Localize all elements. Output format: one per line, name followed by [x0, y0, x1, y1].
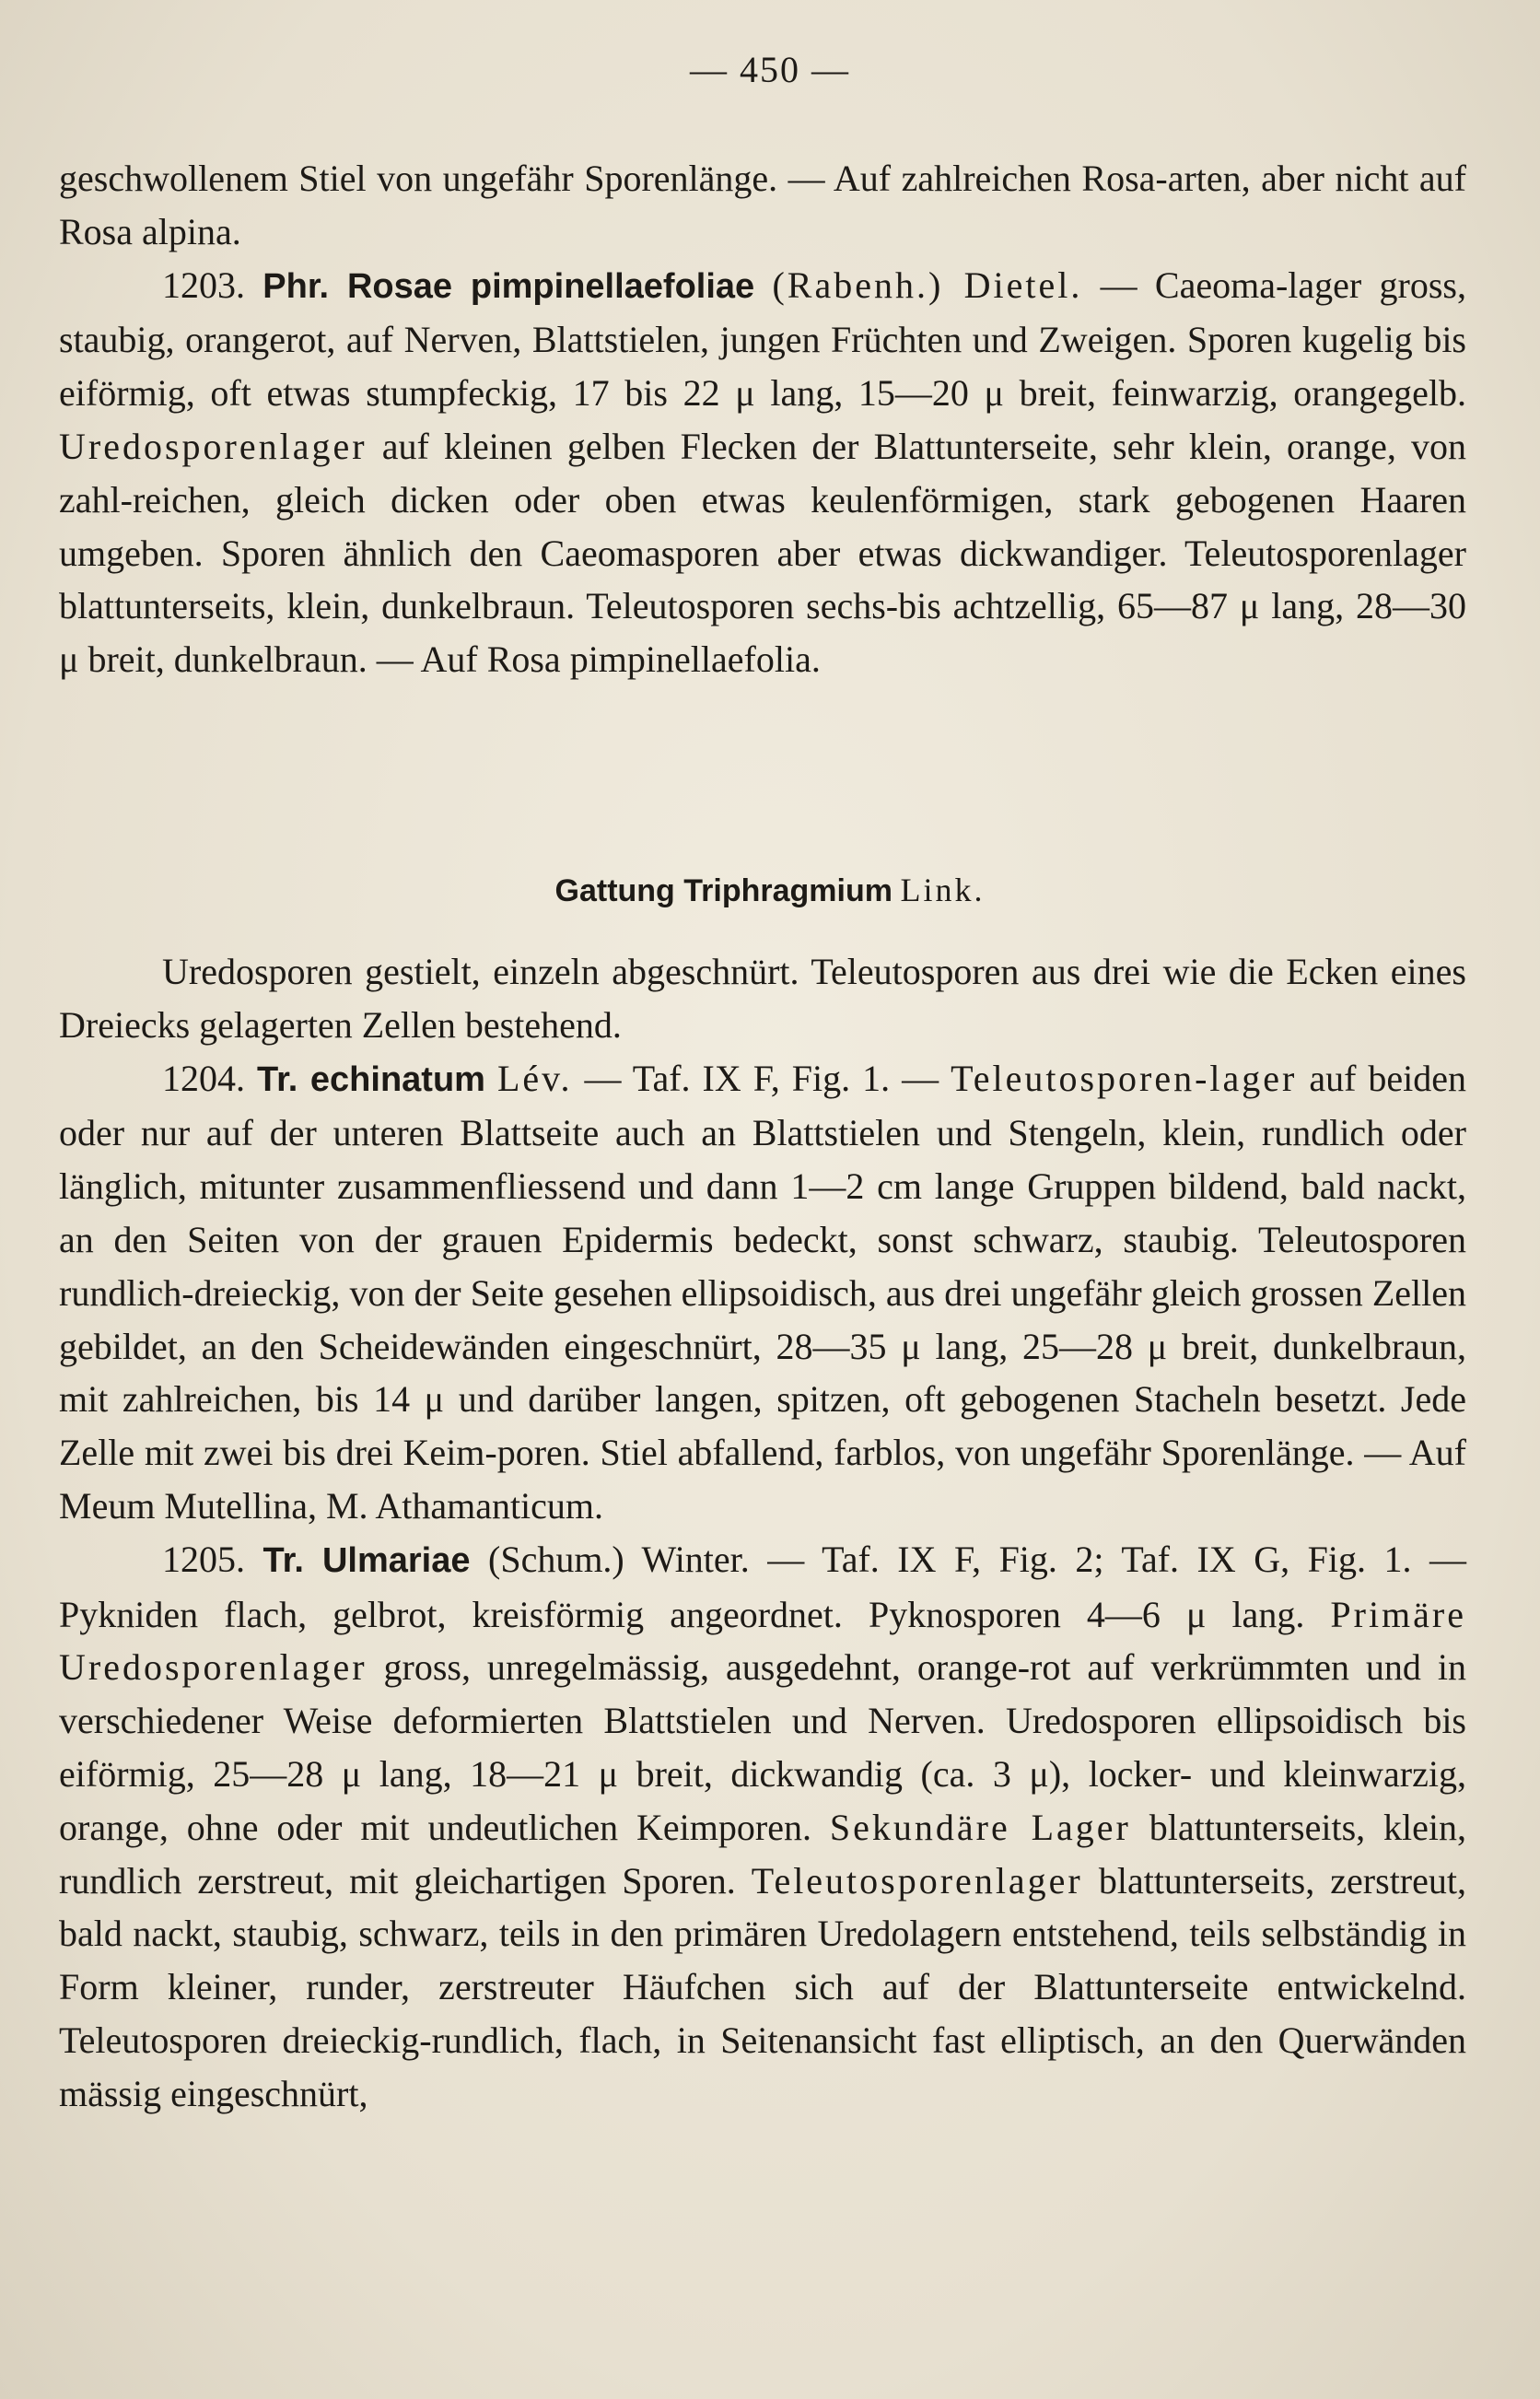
- spaced-term: Sekundäre Lager: [829, 1806, 1131, 1848]
- entry-number: 1203.: [162, 263, 245, 306]
- spaced-term: Teleutosporenlager: [751, 1859, 1083, 1902]
- entry-text: — Taf. IX F, Fig. 2; Taf. IX G, Fig. 1. — Pykniden flach, gelbrot, kreisförmig angeordnet. Pyknosporen 4—6 μ lang.: [59, 1538, 1467, 1635]
- spaced-term: Teleutosporen-lager: [951, 1057, 1298, 1099]
- entry-1203: [59, 259, 1466, 686]
- entry-text: gross, unregelmässig, ausgedehnt, orange-rot auf verkrümmten und in verschiedener Weise deformierten Blattstielen und Nerven. Uredosporen ellipsoidisch bis eiförmig, 25—28 μ lang, 18—21 μ breit, dickwandig (ca. 3 μ), locker- und kleinwarzig, orange, ohne oder mit undeutlichen Keimporen.: [59, 1646, 1466, 1848]
- spaced-term: Uredosporenlager: [59, 425, 368, 467]
- species-author: (Rabenh.) Dietel.: [772, 263, 1083, 306]
- species-name: Tr. Ulmariae: [262, 1540, 471, 1580]
- genus-name: Gattung Triphragmium: [554, 873, 892, 908]
- genus-author: Link.: [900, 872, 986, 908]
- continuation-paragraph: geschwollenem Stiel von ungefähr Sporenlänge. — Auf zahlreichen Rosa-arten, aber nicht auf Rosa alpina.: [59, 158, 1466, 252]
- entry-text: blattunterseits, zerstreut, bald nackt, staubig, schwarz, teils in den primären Uredolagern entstehend, teils selbständig in Form kleiner, runder, zerstreuter Häufchen sich auf der Blattunterseite entwickelnd. Teleutosporen dreieckig-rundlich, flach, in Seitenansicht fast elliptisch, an den Querwänden mässig eingeschnürt,: [59, 1859, 1466, 2114]
- species-author: (Schum.) Winter.: [488, 1538, 750, 1580]
- species-name: Phr. Rosae pimpinellaefoliae: [262, 266, 755, 306]
- entry-text: blattunterseits, klein, rundlich zerstreut, mit gleichartigen Sporen.: [59, 1806, 1467, 1902]
- species-name: Tr. echinatum: [257, 1059, 485, 1099]
- text-block-top: [59, 152, 1466, 686]
- entry-number: 1205.: [162, 1538, 245, 1580]
- text-block-bottom: [59, 945, 1466, 2121]
- entry-text: — Caeoma-lager gross, staubig, orangerot, auf Nerven, Blattstielen, jungen Früchten und Zweigen. Sporen kugelig bis eiförmig, oft etwas stumpfeckig, 17 bis 22 μ lang, 15—20 μ breit, feinwarzig, orangegelb.: [59, 263, 1466, 415]
- entry-1205: [59, 1533, 1466, 2121]
- species-author: Lév.: [496, 1057, 573, 1099]
- entry-text: auf kleinen gelben Flecken der Blattunterseite, sehr klein, orange, von zahl-reichen, gleich dicken oder oben etwas keulenförmigen, stark gebogenen Haaren umgeben. Sporen ähnlich den Caeomasporen aber etwas dickwandiger. Teleutosporenlager blattunterseits, klein, dunkelbraun. Teleutosporen sechs-bis achtzellig, 65—87 μ lang, 28—30 μ breit, dunkelbraun. — Auf Rosa pimpinellaefolia.: [59, 425, 1466, 681]
- figure-reference: — Taf. IX F, Fig. 1. —: [572, 1057, 951, 1099]
- entry-1204: [59, 1052, 1466, 1533]
- page-number: — 450 —: [690, 49, 850, 90]
- spaced-term: Primäre Uredosporenlager: [59, 1593, 1466, 1689]
- entry-number: 1204.: [162, 1057, 245, 1099]
- genus-description: Uredosporen gestielt, einzeln abgeschnürt. Teleutosporen aus drei wie die Ecken eines Dreiecks gelagerten Zellen bestehend.: [59, 951, 1466, 1046]
- entry-text: auf beiden oder nur auf der unteren Blattseite auch an Blattstielen und Stengeln, klein, rundlich oder länglich, mitunter zusammenfliessend und dann 1—2 cm lange Gruppen bildend, bald nackt, an den Seiten von der grauen Epidermis bedeckt, sonst schwarz, staubig. Teleutosporen rundlich-dreieckig, von der Seite gesehen ellipsoidisch, aus drei ungefähr gleich grossen Zellen gebildet, an den Scheidewänden eingeschnürt, 28—35 μ lang, 25—28 μ breit, dunkelbraun, mit zahlreichen, bis 14 μ und darüber langen, spitzen, oft gebogenen Stacheln besetzt. Jede Zelle mit zwei bis drei Keim-poren. Stiel abfallend, farblos, von ungefähr Sporenlänge. — Auf Meum Mutellina, M. Athamanticum.: [59, 1057, 1467, 1527]
- genus-heading: [0, 871, 1540, 909]
